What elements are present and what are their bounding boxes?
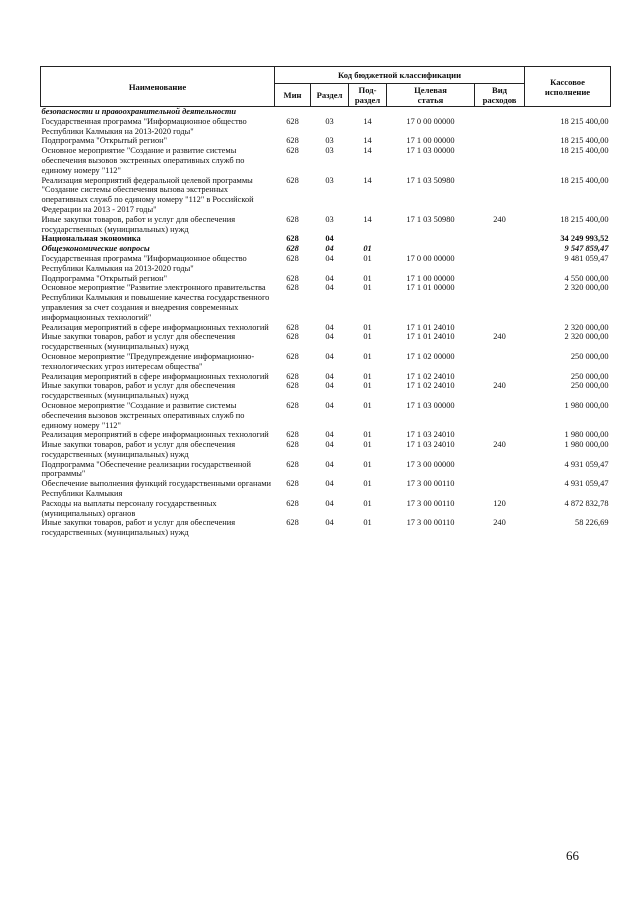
- cell-min: 628: [286, 371, 299, 381]
- cell-statya: 17 1 02 24010: [406, 381, 455, 391]
- cell-podrazdel: 01: [363, 498, 372, 508]
- cell-podrazdel: 01: [363, 400, 372, 410]
- cell-min: 628: [286, 273, 299, 283]
- cell-min: 628: [286, 479, 299, 489]
- cell-vid: [475, 136, 525, 146]
- cell-podrazdel: 01: [363, 518, 372, 528]
- cell-podrazdel: 14: [363, 136, 372, 146]
- table-row: [41, 499, 611, 519]
- cell-razdel: 04: [325, 430, 334, 440]
- table-row: [41, 460, 611, 480]
- cell-sum: 4 550 000,00: [564, 273, 609, 283]
- cell-statya: 17 1 03 24010: [406, 440, 455, 450]
- cell-statya: 17 1 03 24010: [406, 430, 455, 440]
- cell-vid: [475, 274, 525, 284]
- header-podrazdel: Под- раздел: [349, 84, 387, 107]
- cell-sum: 250 000,00: [570, 381, 609, 391]
- cell-razdel: 04: [325, 459, 334, 469]
- cell-vid: [475, 372, 525, 382]
- cell-razdel: 04: [325, 371, 334, 381]
- cell-statya: 17 3 00 00110: [406, 498, 455, 508]
- cell-statya: 17 1 00 00000: [406, 136, 455, 146]
- cell-name: Государственная программа "Информационное общество Республики Калмыкия на 2013-2020 годы": [41, 116, 247, 136]
- table-row: [41, 176, 611, 215]
- cell-vid: [475, 323, 525, 333]
- cell-vid: [475, 352, 525, 372]
- table-row: [41, 323, 611, 333]
- cell-statya: 17 1 00 00000: [406, 273, 455, 283]
- cell-razdel: 04: [325, 322, 334, 332]
- cell-statya: 17 1 02 00000: [406, 351, 455, 361]
- cell-razdel: 04: [325, 234, 334, 244]
- cell-podrazdel: 01: [363, 430, 372, 440]
- cell-podrazdel: 14: [363, 146, 372, 156]
- cell-podrazdel: 01: [363, 332, 372, 342]
- cell-name: Подпрограмма "Обеспечение реализации государственной программы": [41, 459, 251, 479]
- cell-sum: 1 980 000,00: [564, 400, 609, 410]
- cell-name: Национальная экономика: [41, 234, 141, 244]
- cell-min: 628: [286, 381, 299, 391]
- table-row: [41, 146, 611, 175]
- header-name: Наименование: [41, 67, 275, 107]
- header-min: Мин: [275, 84, 311, 107]
- cell-sum: 4 931 059,47: [564, 459, 609, 469]
- cell-name: Иные закупки товаров, работ и услуг для обеспечения государственных (муниципальных) нужд: [41, 214, 236, 234]
- cell-razdel: 04: [325, 253, 334, 263]
- cell-name: Подпрограмма "Открытый регион": [41, 273, 168, 283]
- cell-podrazdel: 01: [363, 381, 372, 391]
- cell-razdel: 03: [325, 136, 334, 146]
- cell-min: 628: [286, 136, 299, 146]
- cell-sum: 18 215 400,00: [560, 146, 609, 156]
- cell-min: 628: [286, 322, 299, 332]
- cell-min: 628: [286, 175, 299, 185]
- cell-podrazdel: 01: [363, 459, 372, 469]
- cell-name: Подпрограмма "Открытый регион": [41, 136, 168, 146]
- cell-statya: 17 1 03 50980: [406, 175, 455, 185]
- cell-sum: [525, 107, 611, 117]
- cell-razdel: 03: [325, 175, 334, 185]
- table-row: [41, 117, 611, 137]
- cell-statya: 17 0 00 00000: [406, 116, 455, 126]
- cell-podrazdel: 01: [363, 371, 372, 381]
- cell-podrazdel: 01: [363, 440, 372, 450]
- cell-statya: 17 1 01 00000: [406, 283, 455, 293]
- cell-min: 628: [286, 459, 299, 469]
- header-sum: Кассовое исполнение: [525, 67, 611, 107]
- cell-name: Иные закупки товаров, работ и услуг для обеспечения государственных (муниципальных) нужд: [41, 381, 236, 401]
- cell-min: 628: [286, 234, 299, 244]
- cell-sum: 1 980 000,00: [564, 430, 609, 440]
- cell-statya: 17 1 03 50980: [406, 214, 455, 224]
- cell-sum: 18 215 400,00: [560, 136, 609, 146]
- cell-statya: 17 3 00 00110: [406, 518, 455, 528]
- budget-table: [40, 66, 611, 538]
- cell-min: [275, 107, 311, 117]
- cell-name: Основное мероприятие "Развитие электронного правительства Республики Калмыкия и повышение качества государственного управления за счет создания и внедрения современных информационных технологий": [41, 283, 270, 322]
- cell-vid: [475, 146, 525, 175]
- cell-podrazdel: 01: [363, 322, 372, 332]
- cell-name: Основное мероприятие "Создание и развитие системы обеспечения вызовов экстренных оперативных служб по единому номеру "112": [41, 400, 245, 430]
- cell-podrazdel: 14: [363, 214, 372, 224]
- cell-sum: 18 215 400,00: [560, 214, 609, 224]
- table-row: [41, 518, 611, 538]
- cell-vid: [475, 254, 525, 274]
- table-row: [41, 254, 611, 274]
- cell-statya: 17 3 00 00110: [406, 479, 455, 489]
- cell-vid: [475, 234, 525, 244]
- cell-podrazdel: 01: [363, 273, 372, 283]
- cell-min: 628: [286, 498, 299, 508]
- cell-razdel: 04: [325, 440, 334, 450]
- table-row: [41, 440, 611, 460]
- cell-statya: 17 1 02 24010: [406, 371, 455, 381]
- cell-vid: [475, 244, 525, 254]
- cell-statya: [387, 107, 475, 117]
- cell-sum: 9 547 859,47: [564, 244, 609, 254]
- cell-name: Обеспечение выполнения функций государственными органами Республики Калмыкия: [41, 479, 271, 499]
- table-row: [41, 274, 611, 284]
- header-vid: Вид расходов: [475, 84, 525, 107]
- cell-sum: 1 980 000,00: [564, 440, 609, 450]
- table-row: [41, 381, 611, 401]
- cell-sum: 2 320 000,00: [564, 332, 609, 342]
- cell-name: Иные закупки товаров, работ и услуг для обеспечения государственных (муниципальных) нужд: [41, 440, 236, 459]
- cell-statya: [387, 234, 475, 244]
- cell-vid: [475, 479, 525, 499]
- table-row: [41, 479, 611, 499]
- cell-statya: 17 3 00 00000: [406, 459, 455, 469]
- cell-vid: [475, 430, 525, 440]
- cell-vid: 240: [493, 332, 506, 342]
- cell-min: 628: [286, 440, 299, 450]
- table-row: [41, 332, 611, 352]
- cell-name: Иные закупки товаров, работ и услуг для обеспечения государственных (муниципальных) нужд: [41, 518, 236, 538]
- table-body: [41, 107, 611, 539]
- cell-razdel: 04: [325, 273, 334, 283]
- cell-sum: 4 872 832,78: [564, 498, 609, 508]
- cell-sum: 4 931 059,47: [564, 479, 609, 489]
- cell-razdel: [311, 107, 349, 117]
- table-row: [41, 244, 611, 254]
- cell-razdel: 04: [325, 351, 334, 361]
- cell-statya: 17 1 01 24010: [406, 332, 455, 342]
- cell-min: 628: [286, 283, 299, 293]
- cell-podrazdel: 01: [363, 244, 372, 254]
- cell-razdel: 04: [325, 479, 334, 489]
- cell-statya: 17 1 01 24010: [406, 322, 455, 332]
- cell-podrazdel: 01: [363, 253, 372, 263]
- cell-name: Расходы на выплаты персоналу государственных (муниципальных) органов: [41, 498, 217, 518]
- cell-name: безопасности и правоохранительной деятельности: [41, 107, 237, 116]
- cell-razdel: 04: [325, 283, 334, 293]
- cell-razdel: 03: [325, 116, 334, 126]
- cell-sum: 250 000,00: [570, 371, 609, 381]
- cell-min: 628: [286, 146, 299, 156]
- cell-vid: [475, 460, 525, 480]
- cell-sum: 34 249 993,52: [560, 234, 609, 244]
- cell-statya: [387, 244, 475, 254]
- cell-podrazdel: [349, 234, 387, 244]
- cell-razdel: 04: [325, 381, 334, 391]
- cell-vid: 240: [493, 440, 506, 450]
- cell-vid: [475, 117, 525, 137]
- cell-name: Реализация мероприятий федеральной целевой программы "Создание системы обеспечения вызова экстренных оперативных служб по единому номеру "112" в Российской Федерации на 2013 - 2017 годы": [41, 175, 254, 214]
- cell-statya: 17 1 03 00000: [406, 146, 455, 156]
- table-row: [41, 136, 611, 146]
- cell-name: Иные закупки товаров, работ и услуг для обеспечения государственных (муниципальных) нужд: [41, 332, 236, 352]
- cell-vid: 240: [493, 518, 506, 528]
- cell-min: 628: [286, 244, 299, 254]
- table-header: [41, 67, 611, 107]
- cell-sum: 2 320 000,00: [564, 283, 609, 293]
- cell-razdel: 03: [325, 214, 334, 224]
- cell-min: 628: [286, 351, 299, 361]
- header-statya: Целевая статья: [387, 84, 475, 107]
- header-razdel: Раздел: [311, 84, 349, 107]
- cell-name: Реализация мероприятий в сфере информационных технологий: [41, 322, 269, 332]
- cell-vid: [475, 401, 525, 430]
- cell-name: Реализация мероприятий в сфере информационных технологий: [41, 371, 269, 381]
- cell-statya: 17 1 03 00000: [406, 400, 455, 410]
- cell-min: 628: [286, 400, 299, 410]
- header-code-group: Код бюджетной классификации: [275, 67, 525, 84]
- cell-razdel: 04: [325, 518, 334, 528]
- cell-sum: 58 226,69: [575, 518, 609, 528]
- cell-vid: [475, 283, 525, 322]
- cell-name: Реализация мероприятий в сфере информационных технологий: [41, 430, 269, 440]
- cell-sum: 9 481 059,47: [564, 253, 609, 263]
- cell-podrazdel: 01: [363, 283, 372, 293]
- cell-razdel: 03: [325, 146, 334, 156]
- cell-vid: 240: [493, 381, 506, 391]
- table-row: [41, 107, 611, 117]
- page-number: 66: [566, 848, 579, 863]
- cell-min: 628: [286, 430, 299, 440]
- cell-min: 628: [286, 214, 299, 224]
- table-row: [41, 234, 611, 244]
- table-row: [41, 430, 611, 440]
- cell-min: 628: [286, 116, 299, 126]
- cell-vid: [475, 107, 525, 117]
- cell-name: Общеэкономические вопросы: [41, 244, 150, 254]
- cell-vid: [475, 176, 525, 215]
- cell-name: Основное мероприятие "Создание и развитие системы обеспечения вызовов экстренных оперативных служб по единому номеру "112": [41, 146, 245, 175]
- cell-name: Государственная программа "Информационное общество Республики Калмыкия на 2013-2020 годы": [41, 253, 247, 273]
- cell-sum: 18 215 400,00: [560, 116, 609, 126]
- cell-podrazdel: [349, 107, 387, 117]
- table-row: [41, 372, 611, 382]
- cell-podrazdel: 01: [363, 351, 372, 361]
- cell-podrazdel: 14: [363, 175, 372, 185]
- cell-vid: 120: [493, 498, 506, 508]
- cell-statya: 17 0 00 00000: [406, 253, 455, 263]
- cell-razdel: 04: [325, 332, 334, 342]
- cell-podrazdel: 01: [363, 479, 372, 489]
- cell-sum: 18 215 400,00: [560, 175, 609, 185]
- cell-min: 628: [286, 253, 299, 263]
- table-row: [41, 352, 611, 372]
- cell-min: 628: [286, 332, 299, 342]
- cell-sum: 2 320 000,00: [564, 322, 609, 332]
- cell-name: Основное мероприятие "Предупреждение информационно-технологических угроз интересам общества": [41, 351, 255, 371]
- cell-podrazdel: 14: [363, 116, 372, 126]
- cell-sum: 250 000,00: [570, 351, 609, 361]
- table-row: [41, 215, 611, 235]
- table-row: [41, 401, 611, 430]
- cell-vid: 240: [493, 214, 506, 224]
- cell-razdel: 04: [325, 244, 334, 254]
- cell-razdel: 04: [325, 498, 334, 508]
- table-row: [41, 283, 611, 322]
- cell-razdel: 04: [325, 400, 334, 410]
- cell-min: 628: [286, 518, 299, 528]
